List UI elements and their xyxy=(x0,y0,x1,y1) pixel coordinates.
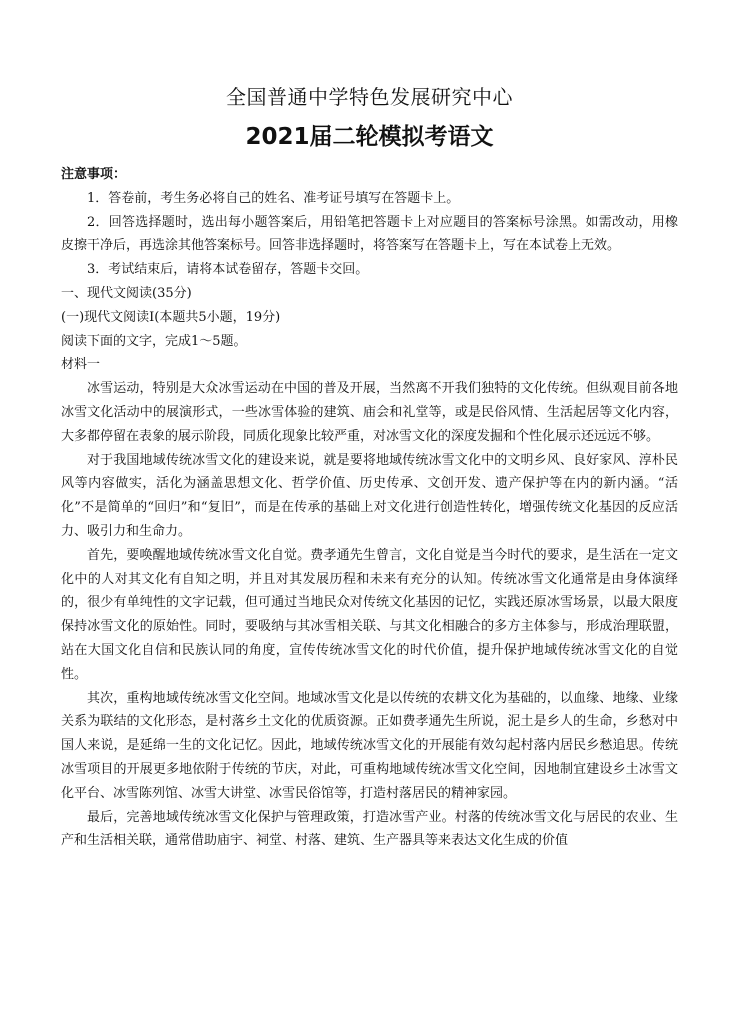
passage-paragraph-3: 首先，要唤醒地域传统冰雪文化自觉。费孝通先生曾言，文化自觉是当今时代的要求，是生活在一定文化中的人对其文化有自知之明，并且对其发展历程和未来有充分的认知。传统冰雪文化通常是由身体演绎的，很少有单纯性的文字记载，但可通过当地民众对传统文化基因的记忆，实践还原冰雪场景，以最大限度保持冰雪文化的原始性。同时，要吸纳与其冰雪相关联、与其文化相融合的多方主体参与，形成治理联盟，站在大国文化自信和民族认同的角度，宣传传统冰雪文化的时代价值，提升保护地域传统冰雪文化的自觉性。 xyxy=(61,547,678,682)
passage-paragraph-5: 最后，完善地域传统冰雪文化保护与管理政策，打造冰雪产业。村落的传统冰雪文化与居民的农业、生产和生活相关联，通常借助庙宇、祠堂、村落、建筑、生产器具等来表达文化生成的价值 xyxy=(61,809,678,849)
organization-title: 全国普通中学特色发展研究中心 xyxy=(226,85,513,109)
passage-paragraph-4: 其次，重构地域传统冰雪文化空间。地域冰雪文化是以传统的农耕文化为基础的，以血缘、地缘、业缘关系为联结的文化形态，是村落乡土文化的优质资源。正如费孝通先生所说，泥土是乡人的生命，乡愁对中国人来说，是延绵一生的文化记忆。因此，地域传统冰雪文化的开展能有效勾起村落内居民乡愁追思。传统冰雪项目的开展更多地依附于传统的节庆，对此，可重构地域传统冰雪文化空间，因地制宜建设乡土冰雪文化平台、冰雪陈列馆、冰雪大讲堂、冰雪民俗馆等，打造村落居民的精神家园。 xyxy=(61,690,678,801)
reading-instruction: 阅读下面的文字，完成1～5题。 xyxy=(61,333,247,349)
notice-item-2: 2．回答选择题时，选出每小题答案后，用铅笔把答题卡上对应题目的答案标号涂黑。如需改动，用橡皮擦干净后，再选涂其他答案标号。回答非选择题时，将答案写在答题卡上，写在本试卷上无效。 xyxy=(61,214,678,254)
exam-title: 2021届二轮模拟考语文 xyxy=(245,124,494,150)
passage-paragraph-2: 对于我国地域传统冰雪文化的建设来说，就是要将地域传统冰雪文化中的文明乡风、良好家风、淳朴民风等内容做实，活化为涵盖思想文化、哲学价值、历史传承、文创开发、遗产保护等在内的新内涵。“活化”不是简单的“回归”和“复旧”，而是在传承的基础上对文化进行创造性转化，增强传统文化基因的反应活力、吸引力和生命力。 xyxy=(61,452,678,539)
notice-item-1: 1．答卷前，考生务必将自己的姓名、准考证号填写在答题卡上。 xyxy=(87,190,460,206)
notice-heading: 注意事项： xyxy=(61,167,127,182)
passage-paragraph-1: 冰雪运动，特别是大众冰雪运动在中国的普及开展，当然离不开我们独特的文化传统。但纵观目前各地冰雪文化活动中的展演形式，一些冰雪体验的建筑、庙会和礼堂等，或是民俗风情、生活起居等文化内容，大多都停留在表象的展示阶段，同质化现象比较严重，对冰雪文化的深度发掘和个性化展示还远远不够。 xyxy=(61,381,678,444)
material-label: 材料一 xyxy=(61,357,101,373)
notice-item-3: 3．考试结束后，请将本试卷留存，答题卡交回。 xyxy=(87,262,369,278)
section-heading: 一、现代文阅读(35分) xyxy=(61,285,192,301)
section-subheading: (一)现代文阅读Ⅰ(本题共5小题，19分) xyxy=(61,309,281,325)
